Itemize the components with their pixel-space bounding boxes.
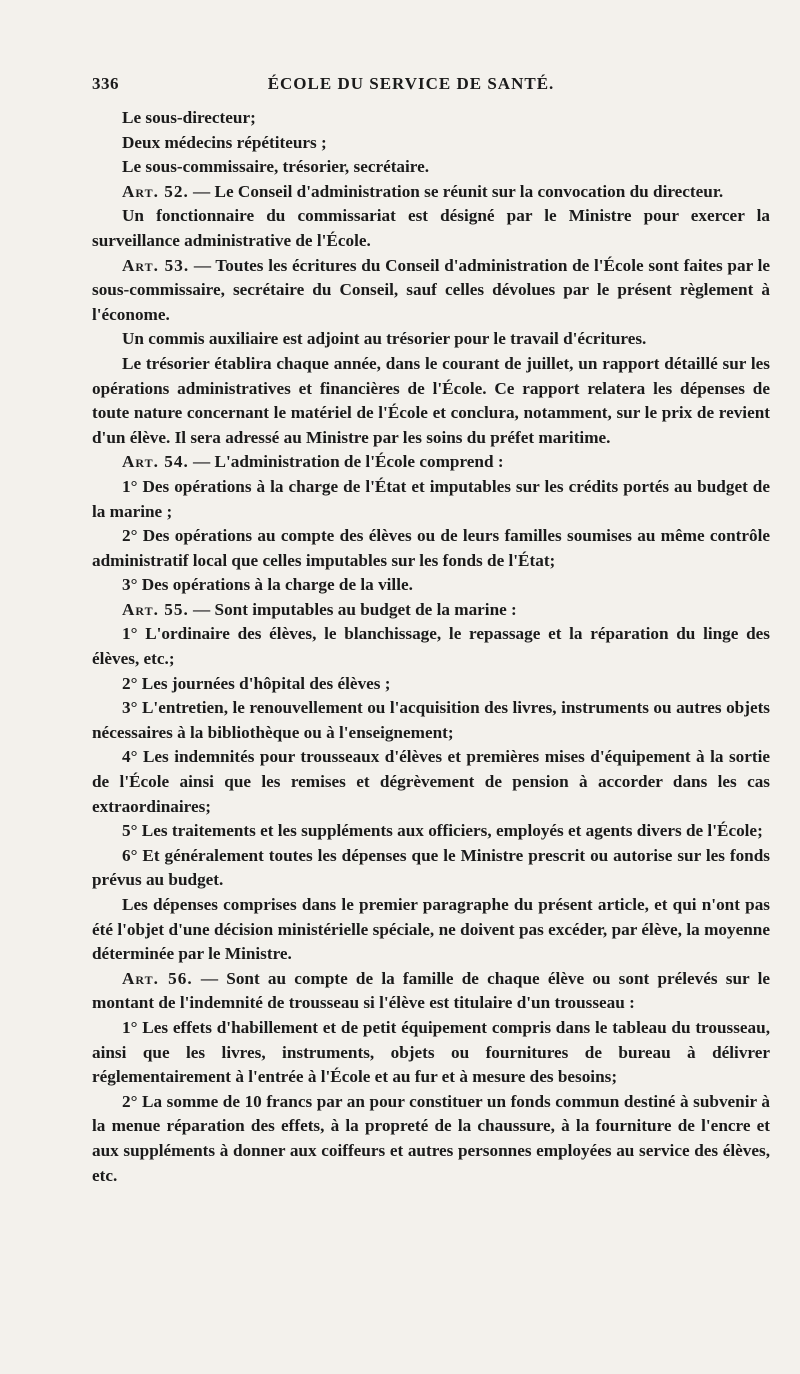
paragraph (92, 844, 770, 893)
paragraph (92, 327, 770, 352)
paragraph-text: 1° Les effets d'habillement et de petit équipement compris dans le tableau du trousseau, ainsi que les livres, instruments, objets ou fournitures de bureau à délivrer réglementairement à l'entrée à l'École et au fur et à mesure des besoins; (92, 1017, 770, 1087)
paragraph-text: 1° Des opérations à la charge de l'État et imputables sur les crédits portés au budget de la marine ; (92, 476, 770, 521)
paragraph-text: Deux médecins répétiteurs ; (122, 132, 327, 152)
page-number: 336 (92, 74, 119, 93)
article-paragraph (92, 254, 770, 328)
paragraph (92, 696, 770, 745)
article-paragraph (92, 180, 770, 205)
paragraph (92, 155, 770, 180)
paragraph-text: Les dépenses comprises dans le premier paragraphe du présent article, et qui n'ont pas été l'objet d'une décision ministérielle spéciale, ne doivent pas excéder, par élève, la moyenne déterminée par le Ministre. (92, 895, 770, 964)
paragraph-text: Un commis auxiliaire est adjoint au trésorier pour le travail d'écritures. (122, 329, 647, 349)
running-title: ÉCOLE DU SERVICE DE SANTÉ. (267, 74, 555, 93)
paragraph (92, 819, 770, 844)
paragraph-text: — Sont au compte de la famille de chaque élève ou sont prélevés sur le montant de l'indemnité de trousseau si l'élève est titulaire d'un trousseau : (92, 968, 770, 1013)
paragraph-text: 3° L'entretien, le renouvellement ou l'acquisition des livres, instruments ou autres objets nécessaires à la bibliothèque ou à l'enseignement; (92, 698, 770, 742)
paragraph-text: Le sous-commissaire, trésorier, secrétaire. (122, 157, 430, 177)
paragraph (92, 131, 770, 156)
paragraph (92, 672, 770, 697)
paragraph-text: — Toutes les écritures du Conseil d'administration de l'École sont faites par le sous-commissaire, secrétaire du Conseil, sauf celles dévolues par le présent règlement à l'économe. (92, 255, 770, 324)
article-paragraph (92, 967, 770, 1016)
paragraph-text: 2° Les journées d'hôpital des élèves ; (122, 673, 391, 693)
paragraph (92, 106, 770, 131)
paragraph-text: — Sont imputables au budget de la marine : (188, 599, 517, 619)
paragraph-text: Le trésorier établira chaque année, dans le courant de juillet, un rapport détaillé sur les opérations administratives et financières de l'École. Ce rapport relatera les dépenses de toute nature concernant le matériel de l'École et conclura, notamment, sur le prix de revient d'un élève. Il sera adressé au Ministre par les soins du préfet maritime. (92, 353, 770, 447)
paragraph-text: 2° Des opérations au compte des élèves ou de leurs familles soumises au même contrôle administratif local que celles imputables sur les fonds de l'État; (92, 526, 770, 570)
paragraph (92, 204, 770, 253)
paragraph-text: 4° Les indemnités pour trousseaux d'élèves et premières mises d'équipement à la sortie de l'École ainsi que les remises et dégrèvement de pension à accorder dans les cas extraordinaires; (92, 747, 770, 816)
paragraph-text: — Le Conseil d'administration se réunit sur la convocation du directeur. (188, 181, 724, 201)
paragraph (92, 745, 770, 819)
article-paragraph (92, 450, 770, 475)
paragraph (92, 524, 770, 573)
article-label: Art. 54. (122, 452, 189, 472)
paragraph (92, 622, 770, 671)
article-label: Art. 55. (122, 599, 189, 619)
paragraph (92, 893, 770, 967)
article-label: Art. 56. (122, 968, 193, 988)
article-label: Art. 52. (122, 181, 189, 201)
paragraph-text: — L'administration de l'École comprend : (188, 452, 504, 472)
paragraph-text: 3° Des opérations à la charge de la ville. (122, 575, 413, 595)
article-label: Art. 53. (122, 255, 190, 275)
paragraph-text: 2° La somme de 10 francs par an pour constituer un fonds commun destiné à subvenir à la menue réparation des effets, à la propreté de la chaussure, à la fourniture de l'encre et aux suppléments à donner aux coiffeurs et autres personnes employées au service des élèves, etc. (92, 1091, 770, 1185)
paragraph (92, 1090, 770, 1188)
document-body (92, 106, 770, 1188)
paragraph-text: 6° Et généralement toutes les dépenses que le Ministre prescrit ou autorise sur les fonds prévus au budget. (92, 845, 770, 890)
paragraph (92, 573, 770, 598)
running-header (92, 74, 770, 102)
paragraph-text: 1° L'ordinaire des élèves, le blanchissage, le repassage et la réparation du linge des élèves, etc.; (92, 624, 770, 669)
article-paragraph (92, 598, 770, 623)
paragraph-text: Un fonctionnaire du commissariat est désigné par le Ministre pour exercer la surveillance administrative de l'École. (92, 206, 770, 250)
paragraph (92, 475, 770, 524)
paragraph (92, 1016, 770, 1090)
paragraph (92, 352, 770, 450)
paragraph-text: 5° Les traitements et les suppléments aux officiers, employés et agents divers de l'École; (122, 821, 763, 841)
paragraph-text: Le sous-directeur; (122, 108, 256, 127)
